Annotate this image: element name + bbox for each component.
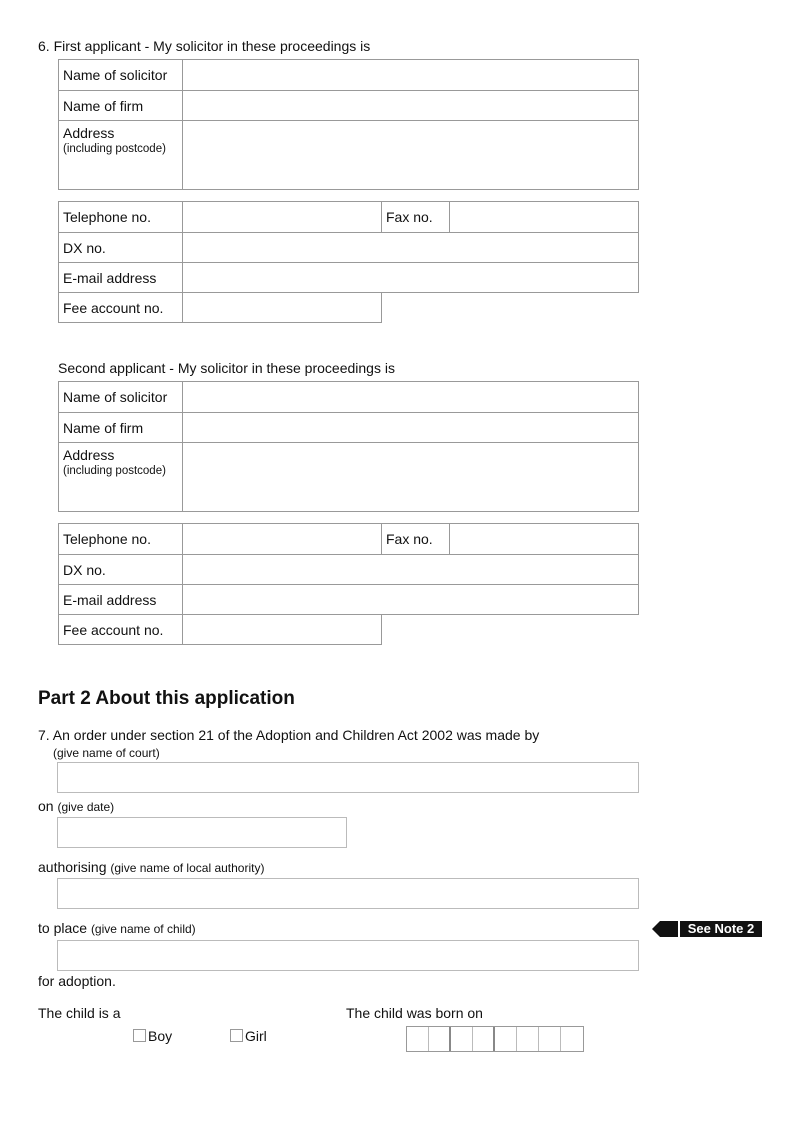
- date-year-3[interactable]: [539, 1027, 561, 1051]
- child-name-input[interactable]: [57, 940, 639, 971]
- second-applicant-heading: Second applicant - My solicitor in these proceedings is: [58, 360, 395, 376]
- telephone-label: Telephone no.: [59, 524, 183, 555]
- date-year-4[interactable]: [561, 1027, 583, 1051]
- note-tail: [660, 921, 678, 937]
- second-contact-table: [58, 523, 639, 645]
- email-label: E-mail address: [59, 585, 183, 615]
- address-label: [59, 443, 183, 512]
- name-of-solicitor-label: Name of solicitor: [59, 60, 183, 91]
- first-fee-account-input[interactable]: [183, 293, 382, 323]
- address-sublabel: (including postcode): [63, 143, 166, 155]
- date-year-1[interactable]: [495, 1027, 517, 1051]
- address-label: [59, 121, 183, 190]
- name-of-firm-label: Name of firm: [59, 413, 183, 443]
- boy-label: Boy: [148, 1028, 173, 1044]
- name-of-firm-label: Name of firm: [59, 91, 183, 121]
- part2-heading: Part 2 About this application: [38, 688, 295, 709]
- note-arrow-icon: [652, 921, 660, 937]
- boy-checkbox[interactable]: [133, 1029, 146, 1042]
- first-fax-input[interactable]: [450, 202, 639, 233]
- court-name-input[interactable]: [57, 762, 639, 793]
- dx-label: DX no.: [59, 555, 183, 585]
- court-hint: (give name of court): [53, 746, 160, 760]
- on-label: [38, 798, 114, 814]
- fee-account-label: Fee account no.: [59, 293, 183, 323]
- first-dx-input[interactable]: [183, 233, 639, 263]
- second-fax-input[interactable]: [450, 524, 639, 555]
- name-of-solicitor-label: Name of solicitor: [59, 382, 183, 413]
- date-year-2[interactable]: [517, 1027, 539, 1051]
- first-contact-table: [58, 201, 639, 323]
- girl-checkbox[interactable]: [230, 1029, 243, 1042]
- dx-label: DX no.: [59, 233, 183, 263]
- q6-heading: 6. First applicant - My solicitor in these proceedings is: [38, 38, 371, 54]
- second-dx-input[interactable]: [183, 555, 639, 585]
- date-day-2[interactable]: [429, 1027, 451, 1051]
- born-on-label: The child was born on: [346, 1005, 483, 1021]
- order-date-input[interactable]: [57, 817, 347, 848]
- first-name-of-solicitor-input[interactable]: [183, 60, 639, 91]
- date-day-1[interactable]: [407, 1027, 429, 1051]
- child-is-label: The child is a: [38, 1005, 121, 1021]
- local-authority-input[interactable]: [57, 878, 639, 909]
- to-place-label: [38, 920, 196, 936]
- address-sublabel: (including postcode): [63, 465, 166, 477]
- authorising-label-text: authorising: [38, 859, 107, 875]
- second-fee-account-input[interactable]: [183, 615, 382, 645]
- see-note-label: See Note 2: [680, 921, 762, 937]
- address-label-text: Address: [63, 125, 115, 141]
- telephone-label: Telephone no.: [59, 202, 183, 233]
- on-hint: (give date): [57, 800, 115, 814]
- to-place-label-text: to place: [38, 920, 88, 936]
- second-telephone-input[interactable]: [183, 524, 382, 555]
- birth-date-boxes: [406, 1026, 584, 1052]
- first-name-of-firm-input[interactable]: [183, 91, 639, 121]
- first-telephone-input[interactable]: [183, 202, 382, 233]
- for-adoption-text: for adoption.: [38, 973, 116, 989]
- first-address-input[interactable]: [183, 121, 639, 190]
- on-label-text: on: [38, 798, 54, 814]
- email-label: E-mail address: [59, 263, 183, 293]
- fee-account-label: Fee account no.: [59, 615, 183, 645]
- to-place-hint: (give name of child): [90, 922, 196, 936]
- girl-label: Girl: [245, 1028, 267, 1044]
- second-email-input[interactable]: [183, 585, 639, 615]
- date-month-2[interactable]: [473, 1027, 495, 1051]
- blank-cell: [382, 615, 639, 645]
- q7-text: 7. An order under section 21 of the Adoption and Children Act 2002 was made by: [38, 727, 540, 743]
- blank-cell: [382, 293, 639, 323]
- date-month-1[interactable]: [451, 1027, 473, 1051]
- fax-label: Fax no.: [382, 202, 450, 233]
- authorising-label: [38, 859, 264, 875]
- fax-label: Fax no.: [382, 524, 450, 555]
- second-solicitor-table: [58, 381, 639, 512]
- authorising-hint: (give name of local authority): [110, 861, 265, 875]
- second-address-input[interactable]: [183, 443, 639, 512]
- address-label-text: Address: [63, 447, 115, 463]
- second-name-of-solicitor-input[interactable]: [183, 382, 639, 413]
- second-name-of-firm-input[interactable]: [183, 413, 639, 443]
- first-solicitor-table: [58, 59, 639, 190]
- first-email-input[interactable]: [183, 263, 639, 293]
